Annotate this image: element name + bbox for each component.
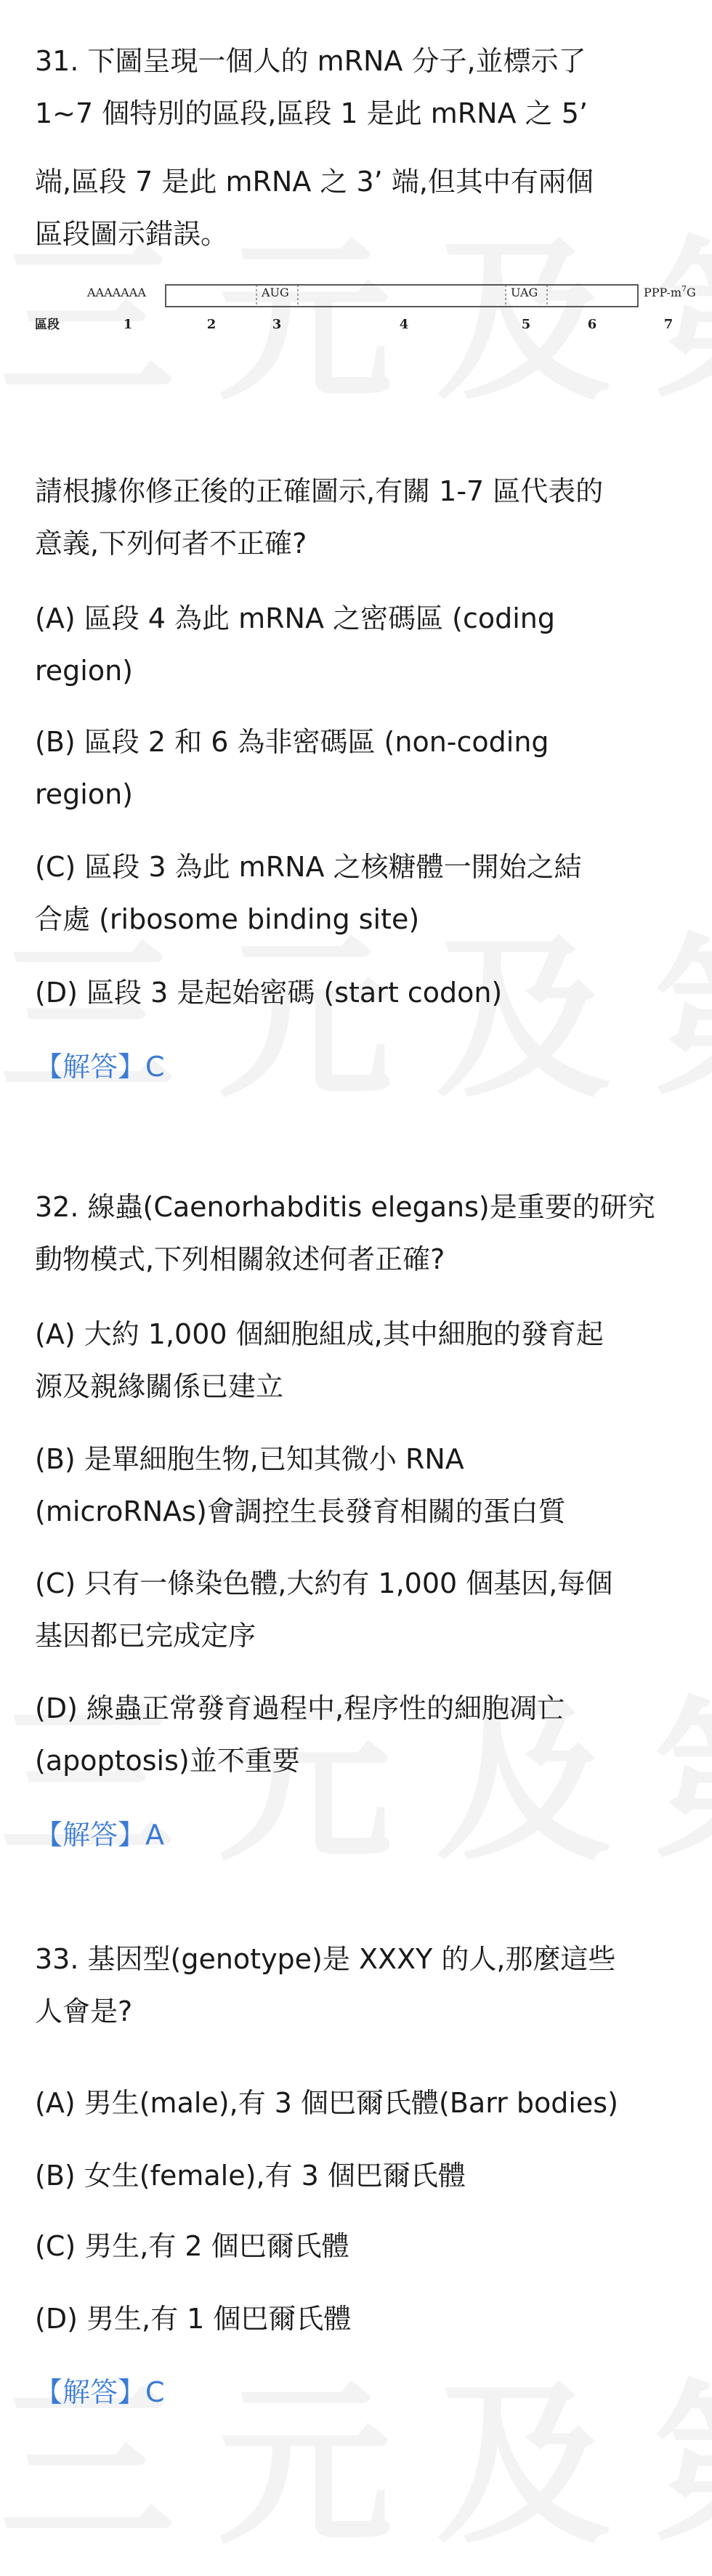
option-b[interactable] bbox=[35, 2149, 677, 2202]
question-stem-line: 端,區段 7 是此 mRNA 之 3’ 端,但其中有兩個 bbox=[35, 166, 594, 198]
option-text: (A) 大約 1,000 個細胞組成,其中細胞的發育起 bbox=[35, 1318, 604, 1350]
option-text: (D) 區段 3 是起始密碼 (start codon) bbox=[35, 977, 503, 1009]
segment-number: 4 bbox=[399, 317, 409, 332]
option-text: region) bbox=[35, 655, 134, 687]
question-stem-line: 人會是? bbox=[35, 1995, 133, 2027]
option-text: 合處 (ribosome binding site) bbox=[35, 903, 420, 935]
segment-number: 2 bbox=[206, 317, 217, 332]
option-text: (D) 男生,有 1 個巴爾氏體 bbox=[35, 2303, 352, 2335]
option-text: (microRNAs)會調控生長發育相關的蛋白質 bbox=[35, 1495, 566, 1527]
option-text: (B) 是單細胞生物,已知其微小 RNA bbox=[35, 1443, 464, 1475]
question-33 bbox=[35, 1933, 677, 2038]
answer-text: 【解答】A bbox=[35, 1819, 164, 1851]
segment-number: 1 bbox=[123, 317, 133, 332]
mrna-diagram bbox=[35, 279, 696, 347]
option-a[interactable] bbox=[35, 592, 677, 697]
option-text: (D) 線蟲正常發育過程中,程序性的細胞凋亡 bbox=[35, 1692, 565, 1724]
option-text: 基因都已完成定序 bbox=[35, 1620, 256, 1652]
polya-label: AAAAAAA bbox=[87, 286, 146, 299]
answer bbox=[35, 1045, 165, 1089]
stop-codon-label: UAG bbox=[511, 286, 538, 299]
answer bbox=[35, 1813, 164, 1857]
option-c[interactable] bbox=[35, 2220, 677, 2272]
option-a[interactable] bbox=[35, 1308, 677, 1413]
segment-axis-title: 區段 bbox=[35, 318, 60, 332]
segment-number: 5 bbox=[521, 317, 531, 332]
question-31 bbox=[35, 35, 696, 347]
option-d[interactable] bbox=[35, 2293, 677, 2345]
option-text: (A) 區段 4 為此 mRNA 之密碼區 (coding bbox=[35, 602, 555, 634]
segment-number: 6 bbox=[587, 317, 597, 332]
option-b[interactable] bbox=[35, 716, 677, 820]
question-stem-line: 1~7 個特別的區段,區段 1 是此 mRNA 之 5’ bbox=[35, 97, 588, 129]
option-d[interactable] bbox=[35, 1682, 677, 1787]
option-text: (B) 區段 2 和 6 為非密碼區 (non-coding bbox=[35, 726, 549, 758]
question-31-prompt bbox=[35, 465, 677, 570]
question-prompt-line: 意義,下列何者不正確? bbox=[35, 528, 307, 560]
option-text: (A) 男生(male),有 3 個巴爾氏體(Barr bodies) bbox=[35, 2087, 618, 2119]
option-c[interactable] bbox=[35, 1557, 677, 1662]
option-a[interactable] bbox=[35, 2077, 677, 2129]
question-stem-line: 31. 下圖呈現一個人的 mRNA 分子,並標示了 bbox=[35, 45, 586, 77]
option-text: region) bbox=[35, 778, 134, 810]
option-text: (apoptosis)並不重要 bbox=[35, 1745, 300, 1777]
option-d[interactable] bbox=[35, 966, 677, 1019]
start-codon-label: AUG bbox=[262, 286, 289, 299]
option-text: (C) 區段 3 為此 mRNA 之核糖體一開始之結 bbox=[35, 851, 582, 883]
mrna-box bbox=[166, 285, 638, 307]
segment-number: 7 bbox=[663, 317, 673, 332]
answer bbox=[35, 2370, 165, 2414]
question-stem-line: 動物模式,下列相關敘述何者正確? bbox=[35, 1243, 445, 1275]
option-text: (B) 女生(female),有 3 個巴爾氏體 bbox=[35, 2160, 466, 2192]
question-prompt-line: 請根據你修正後的正確圖示,有關 1-7 區代表的 bbox=[35, 475, 604, 507]
question-32 bbox=[35, 1181, 677, 1285]
option-c[interactable] bbox=[35, 841, 677, 945]
answer-text: 【解答】C bbox=[35, 1051, 165, 1083]
question-stem-line: 區段圖示錯誤。 bbox=[35, 218, 229, 250]
option-text: (C) 男生,有 2 個巴爾氏體 bbox=[35, 2230, 349, 2262]
watermark bbox=[0, 2325, 712, 2576]
option-text: (C) 只有一條染色體,大約有 1,000 個基因,每個 bbox=[35, 1567, 613, 1599]
question-stem-line: 32. 線蟲(Caenorhabditis elegans)是重要的研究 bbox=[35, 1191, 655, 1223]
segment-number: 3 bbox=[272, 317, 282, 332]
question-stem-line: 33. 基因型(genotype)是 XXXY 的人,那麼這些 bbox=[35, 1943, 616, 1975]
option-b[interactable] bbox=[35, 1433, 677, 1538]
answer-text: 【解答】C bbox=[35, 2376, 165, 2408]
cap-label: PPP-$m^7G$ bbox=[644, 284, 696, 299]
option-text: 源及親緣關係已建立 bbox=[35, 1370, 284, 1402]
